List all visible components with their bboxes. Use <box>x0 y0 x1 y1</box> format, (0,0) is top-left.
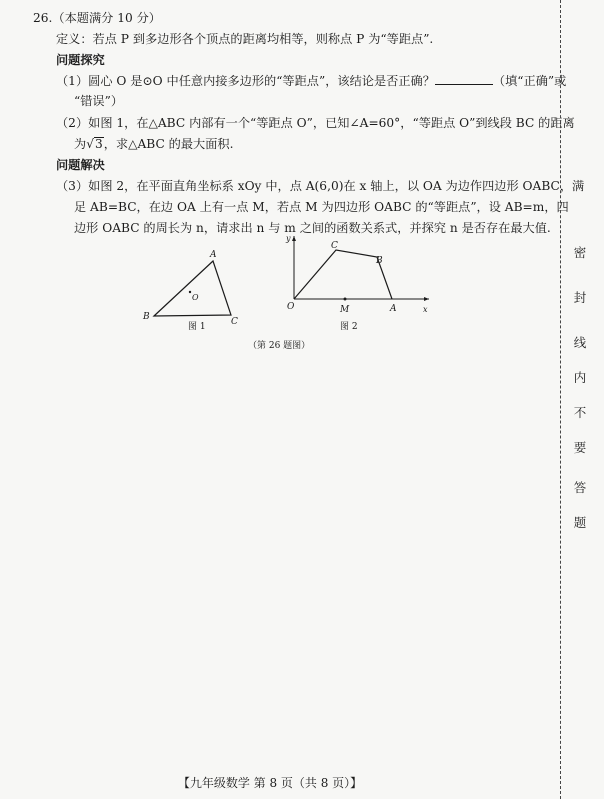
question-3-line-1: （3）如图 2，在平面直角坐标系 xOy 中，点 A(6,0)在 x 轴上，以 OA 为边作四边形 OABC，满 <box>56 179 585 193</box>
label-origin: O <box>287 302 295 312</box>
sidebar-char: 题 <box>573 515 587 530</box>
section-title-exploration: 问题探究 <box>56 53 105 67</box>
label-o: O <box>192 293 199 302</box>
question-1-line-1 <box>56 73 566 89</box>
question-2-line-1: （2）如图 1，在△ABC 内部有一个“等距点 O”，已知∠A=60°，“等距点 O”到线段 BC 的距离 <box>56 116 575 130</box>
definition-text: 定义：若点 P 到多边形各个顶点的距离均相等，则称点 P 为“等距点”. <box>56 32 434 46</box>
label-b: B <box>143 312 150 322</box>
label-x: x <box>423 305 428 314</box>
label-y: y <box>286 234 291 243</box>
question-1-line-2: “错误”） <box>74 94 124 108</box>
binding-dashed-line <box>560 0 561 799</box>
sidebar-char: 密 <box>573 245 587 260</box>
figure-2-caption: 图 2 <box>340 322 358 332</box>
point-o <box>189 291 191 293</box>
problem-header: 26.（本题满分 10 分） <box>33 11 161 25</box>
figure-2-coordinate <box>265 228 435 328</box>
point-m <box>344 298 347 301</box>
question-3-line-3: 边形 OABC 的周长为 n，请求出 n 与 m 之间的函数关系式，并探究 n 是否存在最大值. <box>74 221 551 235</box>
section-title-solution: 问题解决 <box>56 158 105 172</box>
sidebar-char: 内 <box>573 370 587 385</box>
sidebar-char: 要 <box>573 440 587 455</box>
sidebar-char: 答 <box>573 480 587 495</box>
page-footer: 【九年级数学 第 8 页（共 8 页）】 <box>177 776 363 790</box>
figure-1-caption: 图 1 <box>188 322 206 332</box>
label-a: A <box>210 250 217 260</box>
sqrt-radicand: 3 <box>94 137 103 151</box>
label-b: B <box>376 256 383 266</box>
question-2-line-2 <box>74 136 233 152</box>
y-axis-arrow <box>292 236 296 241</box>
question-3-line-2: 足 AB=BC，在边 OA 上有一点 M，若点 M 为四边形 OABC 的“等距点”，设 AB=m，四 <box>74 200 569 214</box>
sqrt-symbol: √ <box>86 137 94 151</box>
label-c: C <box>331 241 338 251</box>
sidebar-char: 不 <box>573 405 587 420</box>
sidebar-char: 线 <box>573 335 587 350</box>
question-1-text: （1）圆心 O 是⊙O 中任意内接多边形的“等距点”，该结论是否正确？ <box>56 74 435 88</box>
label-a: A <box>390 304 397 314</box>
answer-blank[interactable] <box>435 73 493 85</box>
question-2-text-pre: 为 <box>74 137 87 151</box>
x-axis-arrow <box>424 297 429 301</box>
question-2-text-post: ，求△ABC 的最大面积. <box>103 137 234 151</box>
sidebar-char: 封 <box>573 290 587 305</box>
figure-group-caption: （第 26 题图） <box>248 341 311 351</box>
triangle-abc <box>154 261 231 316</box>
label-m: M <box>340 305 350 315</box>
question-1-hint: （填“正确”或 <box>492 74 567 88</box>
label-c: C <box>231 317 238 327</box>
